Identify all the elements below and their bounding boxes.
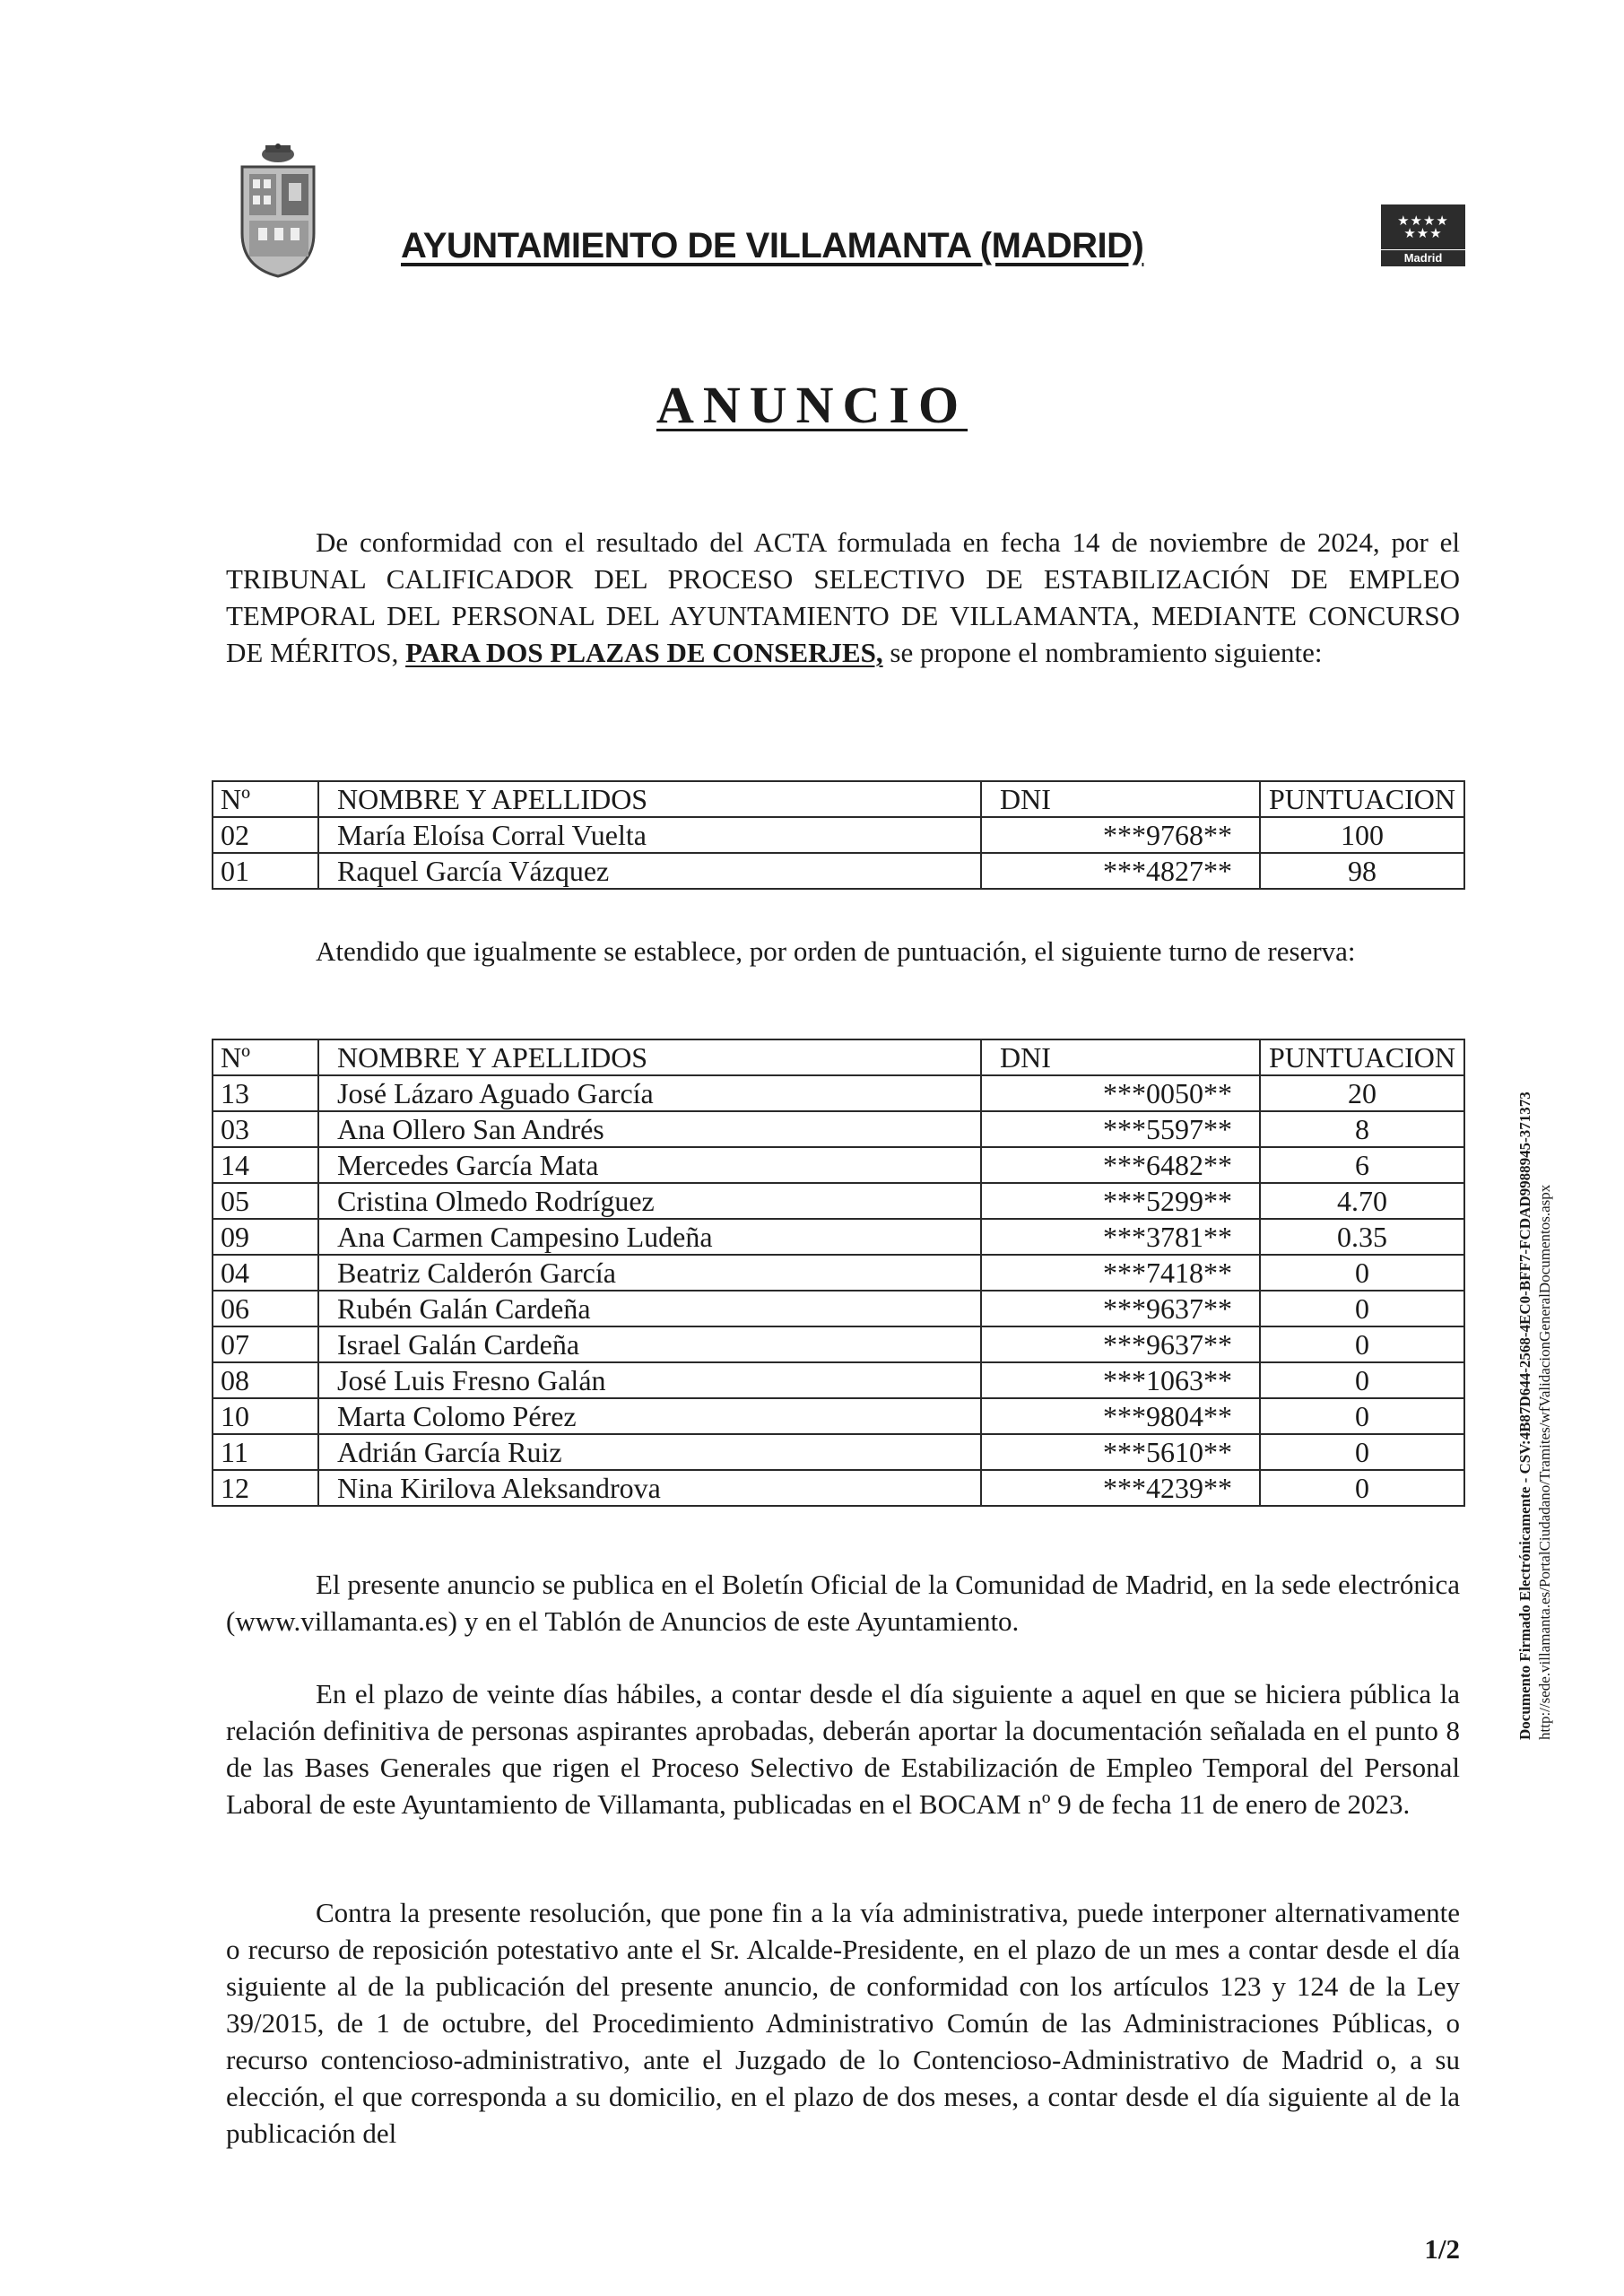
- cell-score: 20: [1260, 1075, 1464, 1111]
- cell-score: 6: [1260, 1147, 1464, 1183]
- table-row: [213, 1291, 1464, 1326]
- table-row: [213, 1470, 1464, 1506]
- cell-score: 0: [1260, 1398, 1464, 1434]
- cell-dni: ***4827**: [981, 853, 1260, 889]
- table-row: [213, 1075, 1464, 1111]
- signature-label: Documento Firmado Electrónicamente: [1516, 1486, 1533, 1740]
- cell-name: Ana Ollero San Andrés: [318, 1111, 981, 1147]
- appeal-text: Contra la presente resolución, que pone fin a la vía administrativa, puede interponer alternativamente o recurso de reposición potestativo ante el Sr. Alcalde-Presidente, en el plazo de un mes a contar desde el día siguiente al de la publicación del presente anuncio, de conformidad con los artículos 123 y 124 de la Ley 39/2015, de 1 de octubre, del Procedimiento Administrativo Común de las Administraciones Públicas, o recurso contencioso-administrativo, ante el Juzgado de lo Contencioso-Administrativo de Madrid o, a su elección, el que corresponda a su domicilio, en el plazo de dos meses, a contar desde el día siguiente al de la publicación del: [226, 1897, 1460, 2149]
- reserve-intro-paragraph: [226, 933, 1460, 970]
- intro-text: De conformidad con el resultado del ACTA formulada en fecha 14 de noviembre de 2024, por el TRIBUNAL CALIFICADOR DEL PROCESO SELECTIVO DE ESTABILIZACIÓN DE EMPLEO TEMPORAL DEL PERSONAL DEL AYUNTAMIENTO DE VILLAMANTA, MEDIANTE CONCURSO DE MÉRITOS,: [226, 526, 1460, 668]
- cell-score: 0: [1260, 1434, 1464, 1470]
- cell-name: Nina Kirilova Aleksandrova: [318, 1470, 981, 1506]
- reserve-intro: Atendido que igualmente se establece, por orden de puntuación, el siguiente turno de reserva:: [316, 935, 1356, 967]
- cell-no: 09: [213, 1219, 318, 1255]
- page-heading: ANUNCIO: [656, 376, 968, 434]
- cell-no: 14: [213, 1147, 318, 1183]
- cell-name: María Eloísa Corral Vuelta: [318, 817, 981, 853]
- header-name: NOMBRE Y APELLIDOS: [318, 1039, 981, 1075]
- cell-name: Mercedes García Mata: [318, 1147, 981, 1183]
- deadline-text: En el plazo de veinte días hábiles, a contar desde el día siguiente a aquel en que se hiciera pública la relación definitiva de personas aspirantes aprobadas, deberán aportar la documentación señalada en el punto 8 de las Bases Generales que rigen el Proceso Selectivo de Estabilización de Empleo Temporal del Personal Laboral de este Ayuntamiento de Villamanta, publicadas en el BOCAM nº 9 de fecha 11 de enero de 2023.: [226, 1678, 1460, 1820]
- cell-dni: ***5610**: [981, 1434, 1260, 1470]
- cell-score: 0: [1260, 1470, 1464, 1506]
- publication-paragraph: [226, 1566, 1460, 1639]
- cell-no: 06: [213, 1291, 318, 1326]
- header-dni: DNI: [981, 1039, 1260, 1075]
- validation-url: http://sede.villamanta.es/PortalCiudadano/Tramites/wfValidacionGeneralDocumentos.aspx: [1536, 1184, 1553, 1740]
- cell-name: Beatriz Calderón García: [318, 1255, 981, 1291]
- table-row: [213, 817, 1464, 853]
- cell-score: 0: [1260, 1326, 1464, 1362]
- cell-name: Cristina Olmedo Rodríguez: [318, 1183, 981, 1219]
- cell-name: Rubén Galán Cardeña: [318, 1291, 981, 1326]
- cell-no: 04: [213, 1255, 318, 1291]
- municipal-coat-of-arms-icon: [235, 144, 321, 278]
- cell-dni: ***0050**: [981, 1075, 1260, 1111]
- cell-score: 0: [1260, 1291, 1464, 1326]
- header-name: NOMBRE Y APELLIDOS: [318, 781, 981, 817]
- table-row: [213, 1434, 1464, 1470]
- header-score: PUNTUACION: [1260, 1039, 1464, 1075]
- cell-dni: ***3781**: [981, 1219, 1260, 1255]
- table-row: [213, 853, 1464, 889]
- cell-score: 0: [1260, 1362, 1464, 1398]
- header-no: Nº: [213, 781, 318, 817]
- table-row: [213, 1398, 1464, 1434]
- cell-no: 02: [213, 817, 318, 853]
- cell-dni: ***9637**: [981, 1291, 1260, 1326]
- cell-name: Raquel García Vázquez: [318, 853, 981, 889]
- table-row: [213, 1183, 1464, 1219]
- cell-no: 07: [213, 1326, 318, 1362]
- stars-icon: ★★★★ ★★★: [1397, 213, 1449, 241]
- page-number: 1/2: [1424, 2233, 1460, 2265]
- intro-paragraph: [226, 524, 1460, 671]
- cell-no: 01: [213, 853, 318, 889]
- cell-dni: ***9804**: [981, 1398, 1260, 1434]
- cell-no: 08: [213, 1362, 318, 1398]
- cell-score: 0.35: [1260, 1219, 1464, 1255]
- cell-no: 10: [213, 1398, 318, 1434]
- cell-dni: ***1063**: [981, 1362, 1260, 1398]
- deadline-paragraph: [226, 1675, 1460, 1822]
- table-row: [213, 1255, 1464, 1291]
- publication-text: El presente anuncio se publica en el Boletín Oficial de la Comunidad de Madrid, en la sede electrónica (www.villamanta.es) y en el Tablón de Anuncios de este Ayuntamiento.: [226, 1569, 1460, 1637]
- comunidad-de-madrid-flag-icon: [1381, 204, 1465, 269]
- reserve-table: [212, 1039, 1465, 1507]
- cell-score: 8: [1260, 1111, 1464, 1147]
- table-row: [213, 1362, 1464, 1398]
- cell-dni: ***5299**: [981, 1183, 1260, 1219]
- cell-score: 0: [1260, 1255, 1464, 1291]
- cell-no: 11: [213, 1434, 318, 1470]
- table-header-row: [213, 1039, 1464, 1075]
- cell-no: 13: [213, 1075, 318, 1111]
- cell-name: José Lázaro Aguado García: [318, 1075, 981, 1111]
- organization-title: AYUNTAMIENTO DE VILLAMANTA (MADRID): [401, 226, 1144, 265]
- cell-name: José Luis Fresno Galán: [318, 1362, 981, 1398]
- cell-dni: ***9768**: [981, 817, 1260, 853]
- intro-tail: se propone el nombramiento siguiente:: [890, 637, 1323, 668]
- madrid-flag: [1381, 204, 1465, 249]
- cell-score: 4.70: [1260, 1183, 1464, 1219]
- cell-dni: ***7418**: [981, 1255, 1260, 1291]
- cell-no: 12: [213, 1470, 318, 1506]
- signature-csv: - CSV:4B87D644-2568-4EC0-BFF7-FCDAD9988945-371373: [1516, 1091, 1533, 1483]
- header-no: Nº: [213, 1039, 318, 1075]
- cell-score: 100: [1260, 817, 1464, 853]
- cell-dni: ***4239**: [981, 1470, 1260, 1506]
- intro-emphasis: PARA DOS PLAZAS DE CONSERJES,: [405, 637, 883, 668]
- appeal-paragraph: [226, 1894, 1460, 2152]
- cell-no: 05: [213, 1183, 318, 1219]
- table-row: [213, 1147, 1464, 1183]
- table-header-row: [213, 781, 1464, 817]
- cell-score: 98: [1260, 853, 1464, 889]
- header-dni: DNI: [981, 781, 1260, 817]
- electronic-signature-note: [1515, 969, 1573, 1740]
- cell-name: Adrián García Ruiz: [318, 1434, 981, 1470]
- cell-no: 03: [213, 1111, 318, 1147]
- header-score: PUNTUACION: [1260, 781, 1464, 817]
- cell-name: Ana Carmen Campesino Ludeña: [318, 1219, 981, 1255]
- table-row: [213, 1111, 1464, 1147]
- cell-name: Marta Colomo Pérez: [318, 1398, 981, 1434]
- table-row: [213, 1326, 1464, 1362]
- cell-dni: ***9637**: [981, 1326, 1260, 1362]
- table-row: [213, 1219, 1464, 1255]
- cell-name: Israel Galán Cardeña: [318, 1326, 981, 1362]
- cell-dni: ***5597**: [981, 1111, 1260, 1147]
- region-logo-word: Madrid: [1381, 250, 1465, 266]
- appointed-table: [212, 780, 1465, 890]
- cell-dni: ***6482**: [981, 1147, 1260, 1183]
